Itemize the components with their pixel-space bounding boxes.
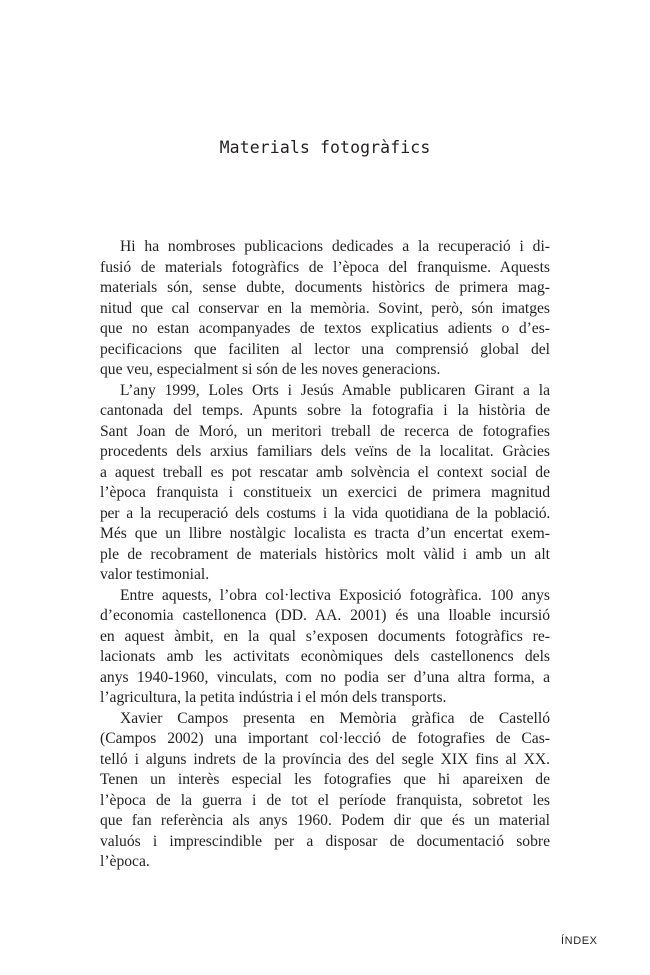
text-line: d’economia castellonenca (DD. AA. 2001) és una lloable incursió xyxy=(100,607,550,624)
index-link[interactable]: ÍNDEX xyxy=(561,935,598,947)
text-line: valor testimonial. xyxy=(100,566,210,583)
text-line: l’època de la guerra i de tot el període franquista, sobretot les xyxy=(100,791,550,809)
text-line: Hi ha nombroses publicacions dedicades a la recuperació i di- xyxy=(120,238,550,255)
text-line: valuós i imprescindible per a disposar de documentació sobre xyxy=(100,832,550,850)
text-line: a aquest treball es pot rescatar amb solvència el context social de xyxy=(100,463,550,481)
text-line: (Campos 2002) una important col·lecció de fotografies de Cas- xyxy=(100,730,550,747)
text-line: materials són, sense dubte, documents històrics de primera mag- xyxy=(100,279,550,296)
text-line: cantonada del temps. Apunts sobre la fotografia i la història de xyxy=(100,402,550,419)
text-line: Xavier Campos presenta en Memòria gràfica de Castelló xyxy=(120,709,550,727)
text-line: que fan referència als anys 1960. Podem dir que és un material xyxy=(100,812,550,829)
paragraph-3 xyxy=(100,586,550,709)
text-line: Sant Joan de Moró, un meritori treball de recerca de fotografies xyxy=(100,422,550,440)
text-line: l’època. xyxy=(100,853,150,870)
text-line: Més que un llibre nostàlgic localista es tracta d’un encertat exem- xyxy=(100,525,550,542)
text-line: que veu, especialment si són de les noves generacions. xyxy=(100,361,441,378)
text-line: que no estan acompanyades de textos explicatius adients o d’es- xyxy=(100,320,550,337)
text-line: pecificacions que faciliten al lector una comprensió global del xyxy=(100,340,550,358)
text-line: l’agricultura, la petita indústria i el món dels transports. xyxy=(100,689,447,706)
text-line: Entre aquests, l’obra col·lectiva Exposició fotogràfica. 100 anys xyxy=(120,586,550,604)
text-line: procedents dels arxius familiars dels veïns de la localitat. Gràcies xyxy=(100,443,550,460)
paragraph-4 xyxy=(100,709,550,873)
paragraph-1 xyxy=(100,237,550,381)
body-text xyxy=(100,237,550,873)
text-line: per a la recuperació dels costums i la vida quotidiana de la població. xyxy=(100,504,550,522)
text-line: lacionats amb les activitats econòmiques dels castellonencs dels xyxy=(100,648,550,665)
paragraph-2 xyxy=(100,381,550,586)
text-line: fusió de materials fotogràfics de l’època del franquisme. Aquests xyxy=(100,258,550,276)
text-line: ple de recobrament de materials històrics molt vàlid i amb un alt xyxy=(100,545,550,563)
text-line: telló i alguns indrets de la província des del segle XIX fins al XX. xyxy=(100,750,550,768)
text-line: anys 1940-1960, vinculats, com no podia ser d’una altra forma, a xyxy=(100,668,550,686)
text-line: en aquest àmbit, en la qual s’exposen documents fotogràfics re- xyxy=(100,627,550,645)
text-line: nitud que cal conservar en la memòria. Sovint, però, són imatges xyxy=(100,299,550,317)
text-line: l’època franquista i constitueix un exercici de primera magnitud xyxy=(100,484,550,501)
text-line: Tenen un interès especial les fotografies que hi apareixen de xyxy=(100,771,550,788)
chapter-title: Materials fotogràfics xyxy=(219,138,431,157)
text-line: L’any 1999, Loles Orts i Jesús Amable publicaren Girant a la xyxy=(120,381,550,399)
